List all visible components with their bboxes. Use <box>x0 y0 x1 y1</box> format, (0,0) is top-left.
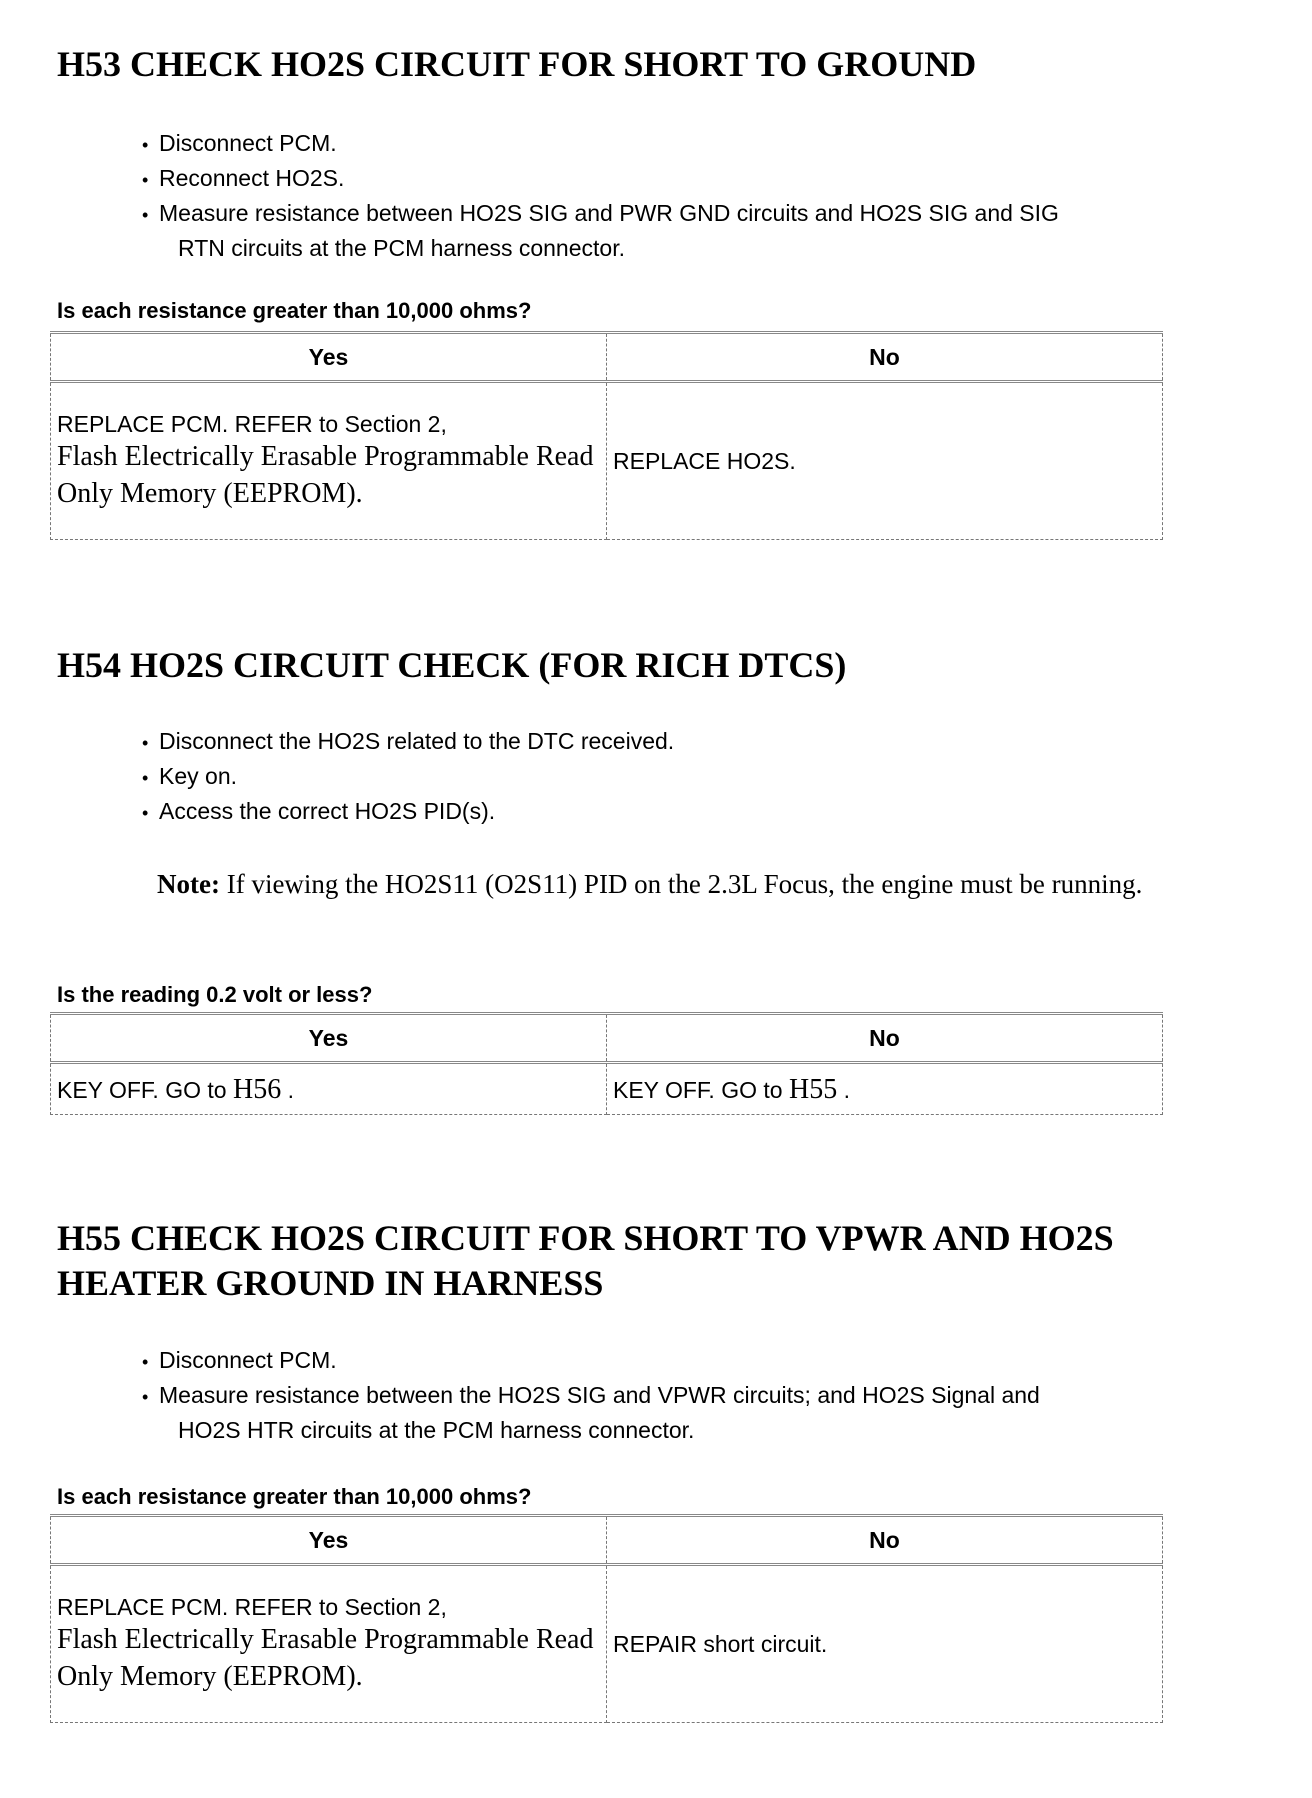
step-list <box>142 127 1272 265</box>
link-h56[interactable]: H56 <box>232 1073 282 1105</box>
step-list <box>142 725 1272 830</box>
no-header: No <box>607 333 1163 382</box>
list-item: • Reconnect HO2S. <box>142 162 1272 197</box>
list-item-text-continued: RTN circuits at the PCM harness connector. <box>178 235 625 261</box>
question: Is each resistance greater than 10,000 ohms? <box>57 1484 532 1509</box>
answer-table <box>50 1012 1163 1115</box>
list-item-text-continued: HO2S HTR circuits at the PCM harness connector. <box>178 1417 695 1443</box>
list-item <box>142 197 1272 265</box>
note-label: Note: <box>157 869 220 899</box>
no-cell <box>607 1063 1163 1115</box>
no-text-end: . <box>837 1076 850 1103</box>
no-header: No <box>607 1516 1163 1565</box>
eeprom-reference: Flash Electrically Erasable Programmable Read Only Memory (EEPROM). <box>57 1623 594 1692</box>
list-item: • Disconnect the HO2S related to the DTC received. <box>142 725 1272 760</box>
yes-cell <box>51 1565 607 1723</box>
question: Is the reading 0.2 volt or less? <box>57 982 373 1007</box>
step-heading-h55: H55 CHECK HO2S CIRCUIT FOR SHORT TO VPWR AND HO2S HEATER GROUND IN HARNESS <box>57 1218 1114 1303</box>
yes-text: KEY OFF. GO to <box>57 1076 233 1103</box>
list-item: • Disconnect PCM. <box>142 127 1272 162</box>
list-item: • Access the correct HO2S PID(s). <box>142 795 1272 830</box>
note-text: If viewing the HO2S11 (O2S11) PID on the 2.3L Focus, the engine must be running. <box>219 869 1143 899</box>
yes-text: REPLACE PCM. REFER to Section 2, <box>57 410 447 437</box>
list-item: • Disconnect PCM. <box>142 1344 1272 1379</box>
yes-text-end: . <box>281 1076 294 1103</box>
eeprom-reference: Flash Electrically Erasable Programmable Read Only Memory (EEPROM). <box>57 440 594 509</box>
list-item-text: Measure resistance between HO2S SIG and PWR GND circuits and HO2S SIG and SIG <box>159 200 1059 226</box>
step-heading-h54: H54 HO2S CIRCUIT CHECK (FOR RICH DTCS) <box>57 645 847 685</box>
no-cell: REPLACE HO2S. <box>607 382 1163 540</box>
link-h55[interactable]: H55 <box>788 1073 838 1105</box>
list-item-text: Measure resistance between the HO2S SIG and VPWR circuits; and HO2S Signal and <box>159 1382 1040 1408</box>
yes-cell <box>51 382 607 540</box>
step-list <box>142 1344 1272 1447</box>
note <box>157 866 1277 902</box>
answer-table <box>50 1514 1163 1723</box>
list-item: • Key on. <box>142 760 1272 795</box>
no-header: No <box>607 1014 1163 1063</box>
yes-header: Yes <box>51 1516 607 1565</box>
step-heading-h53: H53 CHECK HO2S CIRCUIT FOR SHORT TO GROUND <box>57 44 977 84</box>
list-item <box>142 1379 1272 1447</box>
question: Is each resistance greater than 10,000 ohms? <box>57 298 532 323</box>
answer-table <box>50 331 1163 540</box>
yes-text: REPLACE PCM. REFER to Section 2, <box>57 1593 447 1620</box>
yes-header: Yes <box>51 1014 607 1063</box>
no-text: KEY OFF. GO to <box>613 1076 789 1103</box>
no-cell: REPAIR short circuit. <box>607 1565 1163 1723</box>
yes-cell <box>51 1063 607 1115</box>
yes-header: Yes <box>51 333 607 382</box>
